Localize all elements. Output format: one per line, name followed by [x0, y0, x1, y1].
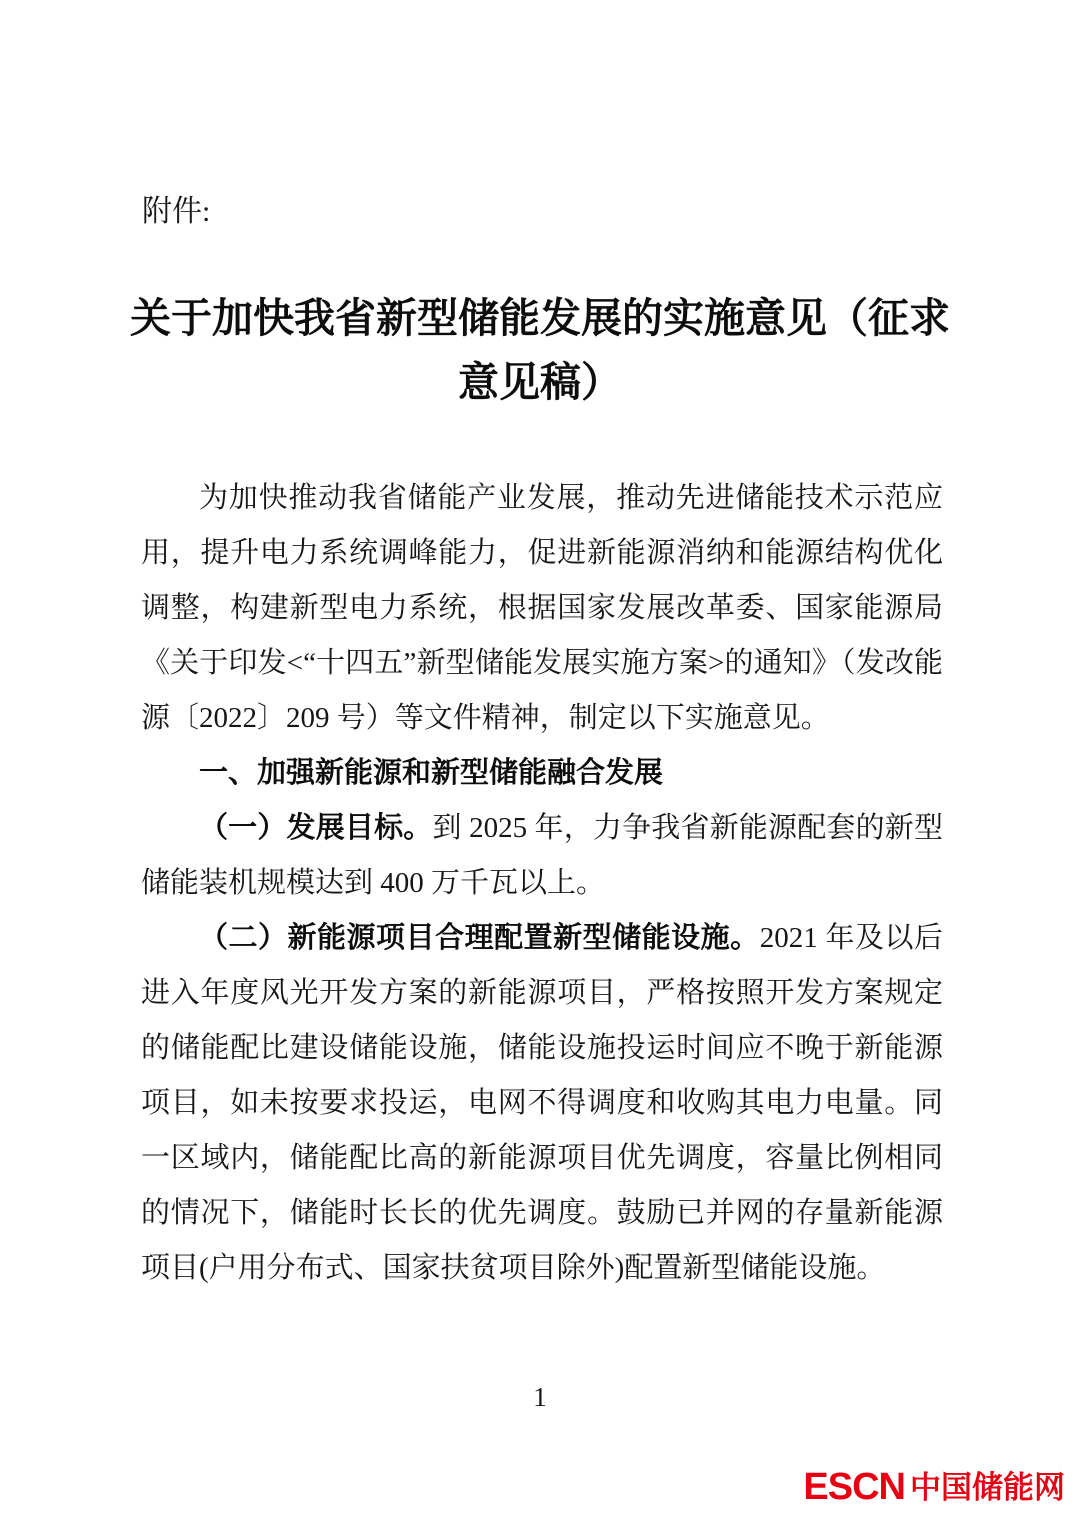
escn-watermark-logo [803, 1468, 1065, 1506]
page-number: 1 [533, 1382, 547, 1412]
paragraph-item-1 [141, 801, 943, 911]
document-body [141, 471, 943, 1296]
document-title [80, 286, 1000, 414]
document-title-line-2: 意见稿） [458, 359, 622, 405]
section-1-heading-text: 一、加强新能源和新型储能融合发展 [199, 757, 664, 789]
document-title-line-1: 关于加快我省新型储能发展的实施意见（征求 [130, 295, 950, 341]
escn-logo-text: ESCN [803, 1466, 905, 1508]
paragraph-intro-text: 为加快推动我省储能产业发展，推动先进储能技术示范应用，提升电力系统调峰能力，促进新能源消纳和能源结构优化调整，构建新型电力系统，根据国家发展改革委、国家能源局《关于印发<“十四五”新型储能发展实施方案>的通知》（发改能源〔2022〕209 号）等文件精神，制定以下实施意见。 [141, 482, 943, 734]
attachment-label: 附件: [142, 195, 211, 228]
escn-logo-chinese-text: 中国储能网 [910, 1469, 1065, 1505]
paragraph-intro [141, 471, 943, 746]
paragraph-item-2-text: 2021 年及以后进入年度风光开发方案的新能源项目，严格按照开发方案规定的储能配比建设储能设施，储能设施投运时间应不晚于新能源项目，如未按要求投运，电网不得调度和收购其电力电量。同一区域内，储能配比高的新能源项目优先调度，容量比例相同的情况下，储能时长长的优先调度。鼓励已并网的存量新能源项目(户用分布式、国家扶贫项目除外)配置新型储能设施。 [141, 922, 943, 1284]
paragraph-item-2-lead: （二）新能源项目合理配置新型储能设施。 [199, 922, 760, 954]
paragraph-item-2 [141, 911, 943, 1296]
section-1-heading [141, 746, 943, 801]
paragraph-item-1-text: 到 2025 年，力争我省新能源配套的新型储能装机规模达到 400 万千瓦以上。 [141, 812, 943, 899]
paragraph-item-1-lead: （一）发展目标。 [199, 812, 433, 844]
